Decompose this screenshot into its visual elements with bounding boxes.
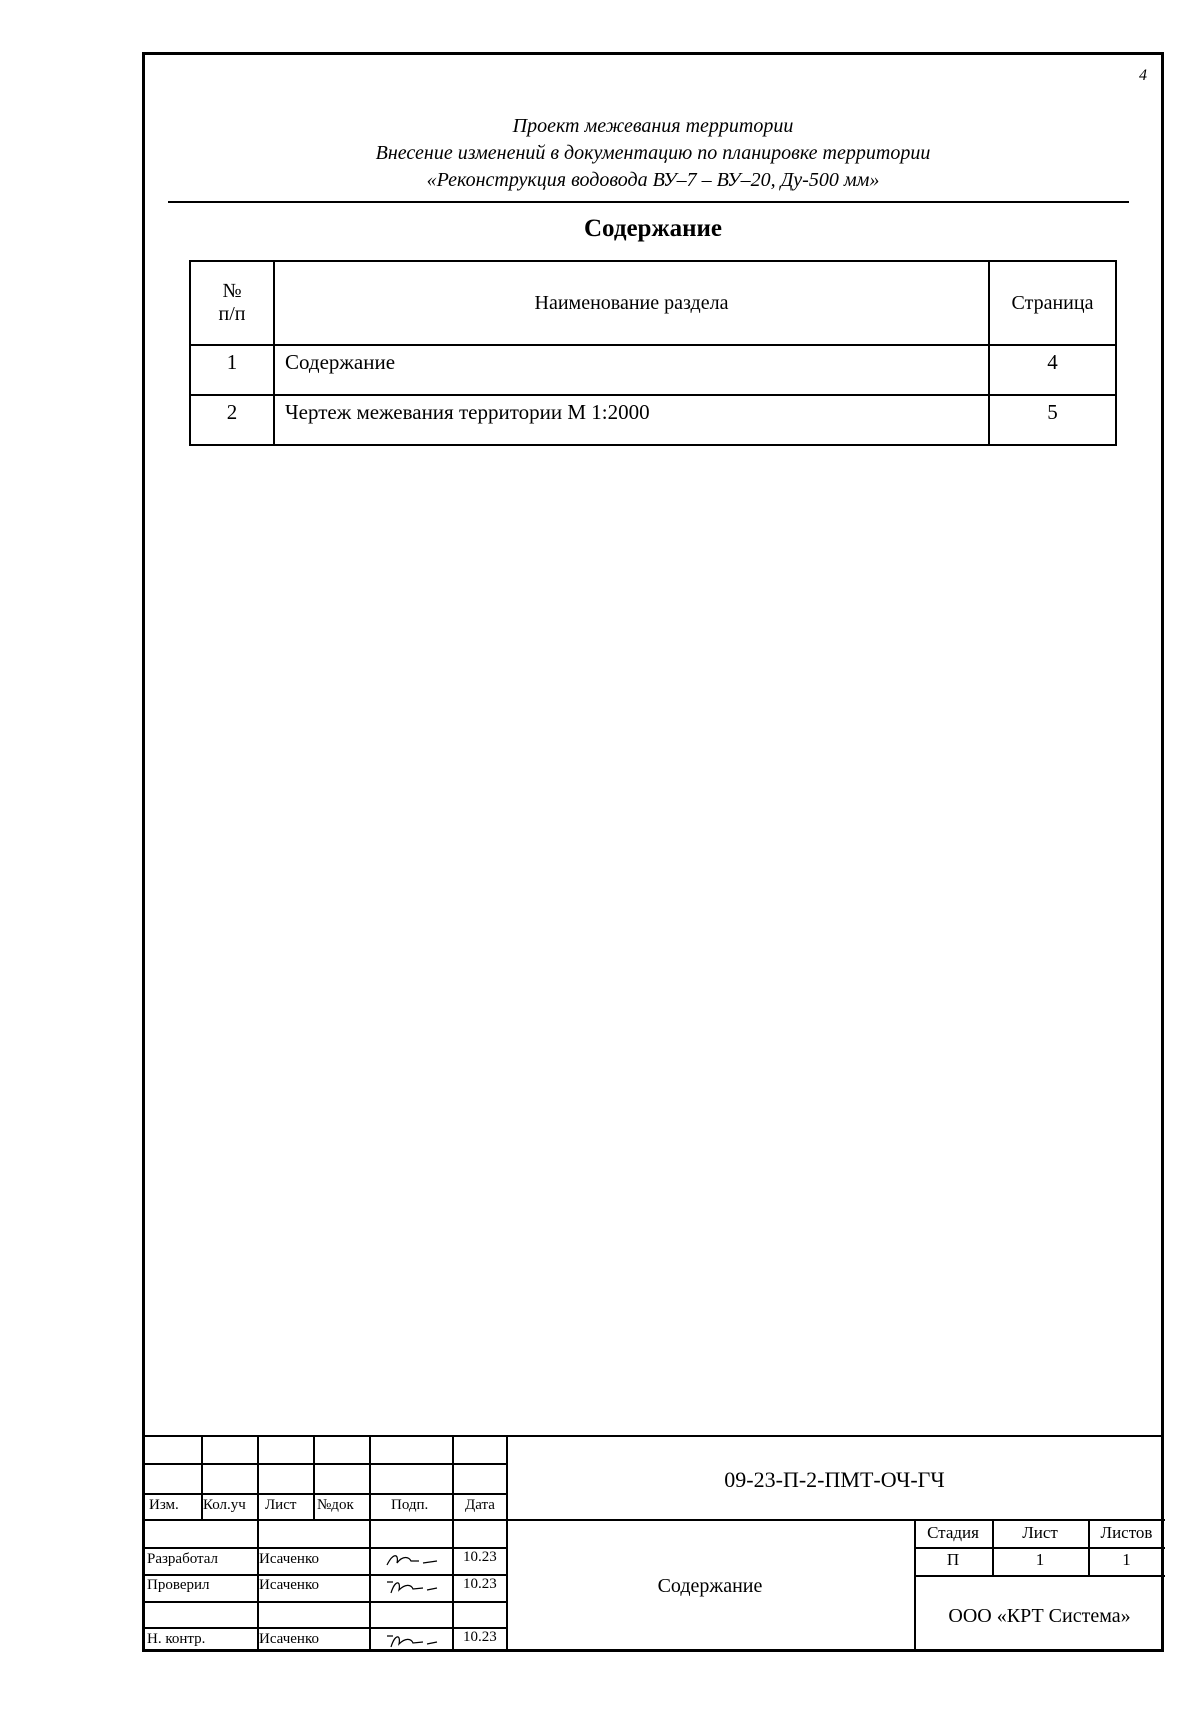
name-norm-control: Исаченко <box>259 1631 319 1647</box>
name-developer: Исаченко <box>259 1551 319 1567</box>
grid-line <box>145 1627 506 1629</box>
grid-line <box>914 1575 1165 1577</box>
grid-line <box>313 1437 315 1521</box>
row-name: Чертеж межевания территории М 1:2000 <box>274 395 989 445</box>
head-data: Дата <box>465 1497 495 1513</box>
date-norm-control: 10.23 <box>463 1629 497 1645</box>
grid-line <box>145 1519 1165 1521</box>
role-norm-control: Н. контр. <box>147 1631 206 1647</box>
head-podp: Подп. <box>391 1497 429 1513</box>
grid-line <box>145 1547 506 1549</box>
grid-line <box>145 1601 506 1603</box>
row-num: 2 <box>190 395 274 445</box>
col-num-header <box>190 261 274 345</box>
signature-checker <box>383 1576 441 1596</box>
grid-line <box>452 1437 454 1649</box>
signature-norm-control <box>383 1630 441 1650</box>
sheet-value: 1 <box>1035 1550 1045 1569</box>
role-checker: Проверил <box>147 1577 210 1593</box>
contents-table <box>189 260 1117 446</box>
signature-developer <box>383 1549 441 1569</box>
sheets-label: Листов <box>1100 1523 1153 1542</box>
sheets-value: 1 <box>1122 1550 1131 1569</box>
title-block <box>145 1435 1161 1649</box>
head-kol: Кол.уч <box>203 1497 246 1513</box>
date-checker: 10.23 <box>463 1576 497 1592</box>
section-title: Содержание <box>657 1575 763 1597</box>
row-page: 5 <box>989 395 1116 445</box>
table-row <box>190 395 1116 445</box>
document-header <box>145 113 1161 194</box>
stage-value: П <box>946 1550 960 1569</box>
grid-line <box>369 1437 371 1649</box>
row-page: 4 <box>989 345 1116 395</box>
head-izm: Изм. <box>149 1497 179 1513</box>
col-page-header: Страница <box>989 261 1116 345</box>
sheet-label: Лист <box>1022 1523 1058 1542</box>
company-name: ООО «КРТ Система» <box>948 1605 1131 1627</box>
head-list: Лист <box>265 1497 297 1513</box>
document-code: 09-23-П-2-ПМТ-ОЧ-ГЧ <box>724 1467 945 1492</box>
header-line-3: «Реконструкция водовода ВУ–7 – ВУ–20, Ду-500 мм» <box>426 169 880 191</box>
col-num-line2: п/п <box>218 303 246 325</box>
page-title: Содержание <box>583 215 722 242</box>
table-row <box>190 345 1116 395</box>
role-developer: Разработал <box>147 1551 219 1567</box>
col-num-line1: № <box>222 280 242 302</box>
row-num: 1 <box>190 345 274 395</box>
head-ndok: №док <box>317 1497 354 1513</box>
date-developer: 10.23 <box>463 1549 497 1565</box>
grid-line <box>257 1437 259 1649</box>
drawing-frame <box>142 52 1164 1652</box>
col-name-header: Наименование раздела <box>274 261 989 345</box>
name-checker: Исаченко <box>259 1577 319 1593</box>
row-name: Содержание <box>274 345 989 395</box>
header-line-2: Внесение изменений в документацию по планировке территории <box>375 142 931 164</box>
header-line-1: Проект межевания территории <box>512 115 794 137</box>
stage-label: Стадия <box>927 1523 979 1542</box>
grid-line <box>914 1547 1165 1549</box>
contents-table-header <box>190 261 1116 345</box>
page-number: 4 <box>1139 67 1147 84</box>
grid-line <box>145 1493 506 1495</box>
grid-line <box>145 1463 506 1465</box>
grid-line <box>145 1574 506 1576</box>
header-divider <box>168 201 1129 203</box>
